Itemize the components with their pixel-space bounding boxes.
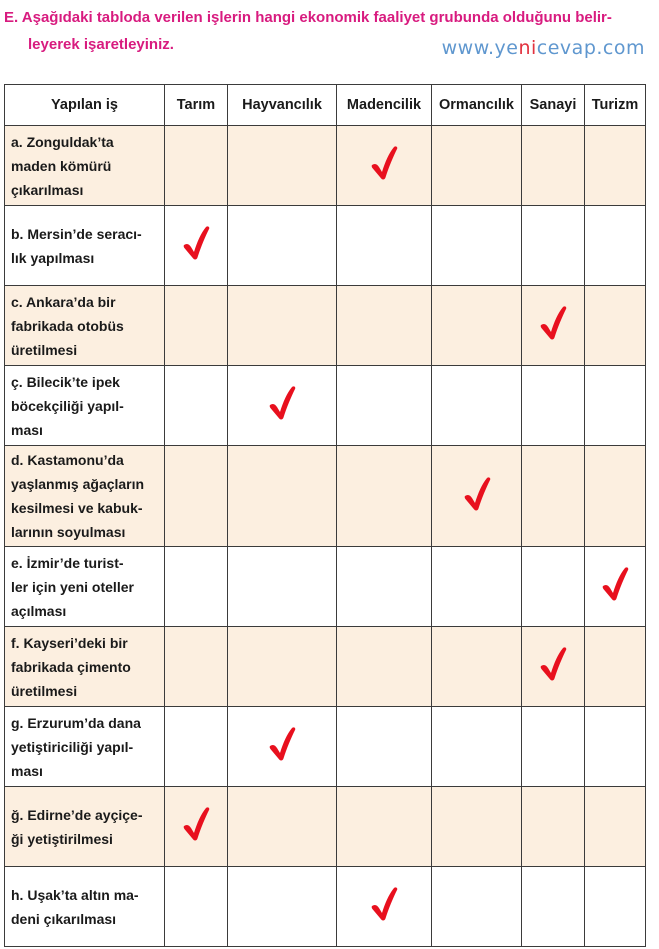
mark-cell (522, 126, 585, 206)
table-row (5, 867, 646, 947)
watermark (442, 37, 645, 59)
task-line: açılması (11, 602, 67, 619)
mark-cell (522, 707, 585, 787)
mark-cell (228, 627, 337, 707)
mark-cell (337, 547, 432, 627)
instruction-line-1: E. Aşağıdaki tabloda verilen işlerin hangi ekonomik faaliyet grubunda olduğunu belir- (4, 9, 612, 26)
mark-cell (585, 707, 646, 787)
watermark-part-3: cevap.com (536, 37, 645, 59)
table-row (5, 446, 646, 547)
mark-cell (522, 286, 585, 366)
checkmark-icon (267, 725, 297, 763)
checkmark-icon (181, 805, 211, 843)
table-row (5, 547, 646, 627)
task-line: d. Kastamonu’da (11, 452, 124, 468)
task-line: fabrikada otobüs (11, 317, 124, 334)
task-line: a. Zonguldak’ta (11, 133, 114, 150)
mark-cell (585, 126, 646, 206)
table-row (5, 206, 646, 286)
instruction-line-2: leyerek işaretleyiniz. (28, 36, 174, 53)
task-line: f. Kayseri’deki bir (11, 634, 128, 651)
mark-cell (228, 867, 337, 947)
mark-cell (165, 366, 228, 446)
mark-cell (165, 206, 228, 286)
task-line: ğ. Edirne’de ayçiçe- (11, 806, 143, 823)
mark-cell (228, 787, 337, 867)
header-sanayi: Sanayi (522, 85, 585, 126)
task-line: fabrikada çimento (11, 658, 131, 675)
task-line: ler için yeni oteller (11, 578, 134, 595)
mark-cell (228, 126, 337, 206)
mark-cell (585, 286, 646, 366)
table-row (5, 627, 646, 707)
mark-cell (432, 366, 522, 446)
activity-table (4, 84, 646, 947)
task-cell (5, 126, 165, 206)
mark-cell (228, 707, 337, 787)
task-line: g. Erzurum’da dana (11, 714, 141, 731)
task-line: yetiştiriciliği yapıl- (11, 738, 134, 755)
task-cell (5, 547, 165, 627)
mark-cell (585, 366, 646, 446)
checkmark-icon (369, 885, 399, 923)
mark-cell (228, 366, 337, 446)
mark-cell (432, 547, 522, 627)
task-cell (5, 446, 165, 547)
task-line: kesilmesi ve kabuk- (11, 500, 143, 516)
task-line: c. Ankara’da bir (11, 293, 116, 310)
task-line: ç. Bilecik’te ipek (11, 373, 120, 390)
task-line: üretilmesi (11, 341, 78, 358)
mark-cell (165, 446, 228, 547)
task-line: üretilmesi (11, 682, 78, 699)
mark-cell (337, 707, 432, 787)
mark-cell (522, 206, 585, 286)
task-cell (5, 286, 165, 366)
task-cell (5, 206, 165, 286)
table-row (5, 787, 646, 867)
mark-cell (585, 787, 646, 867)
mark-cell (432, 446, 522, 547)
task-line: larının soyulması (11, 524, 126, 540)
mark-cell (432, 627, 522, 707)
task-line: e. İzmir’de turist- (11, 554, 124, 571)
watermark-part-1: www.ye (441, 37, 519, 59)
mark-cell (522, 446, 585, 547)
mark-cell (522, 867, 585, 947)
task-cell (5, 867, 165, 947)
mark-cell (165, 627, 228, 707)
checkmark-icon (369, 144, 399, 182)
mark-cell (432, 206, 522, 286)
mark-cell (228, 206, 337, 286)
mark-cell (337, 286, 432, 366)
mark-cell (337, 446, 432, 547)
header-task: Yapılan iş (5, 85, 165, 126)
table-row (5, 126, 646, 206)
header-tarim: Tarım (165, 85, 228, 126)
mark-cell (432, 126, 522, 206)
table-row (5, 366, 646, 446)
task-line: ması (11, 762, 43, 779)
mark-cell (432, 787, 522, 867)
header-hayvancilik: Hayvancılık (228, 85, 337, 126)
mark-cell (522, 787, 585, 867)
mark-cell (165, 286, 228, 366)
task-line: çıkarılması (11, 181, 84, 198)
mark-cell (165, 547, 228, 627)
mark-cell (165, 867, 228, 947)
mark-cell (337, 206, 432, 286)
mark-cell (585, 627, 646, 707)
task-cell (5, 707, 165, 787)
header-madencilik: Madencilik (337, 85, 432, 126)
checkmark-icon (538, 645, 568, 683)
mark-cell (337, 126, 432, 206)
mark-cell (165, 707, 228, 787)
mark-cell (337, 366, 432, 446)
mark-cell (228, 286, 337, 366)
mark-cell (337, 787, 432, 867)
task-line: b. Mersin’de seracı- (11, 225, 142, 242)
mark-cell (585, 867, 646, 947)
task-line: h. Uşak’ta altın ma- (11, 886, 139, 903)
header-turizm: Turizm (585, 85, 646, 126)
mark-cell (522, 547, 585, 627)
table-header-row (5, 85, 646, 126)
task-cell (5, 787, 165, 867)
task-line: ması (11, 421, 43, 438)
checkmark-icon (181, 224, 211, 262)
mark-cell (432, 707, 522, 787)
task-cell (5, 627, 165, 707)
task-line: böcekçiliği yapıl- (11, 397, 124, 414)
task-line: yaşlanmış ağaçların (11, 476, 145, 492)
mark-cell (337, 867, 432, 947)
mark-cell (165, 126, 228, 206)
mark-cell (585, 547, 646, 627)
task-cell (5, 366, 165, 446)
task-line: ği yetiştirilmesi (11, 830, 113, 847)
mark-cell (165, 787, 228, 867)
mark-cell (337, 627, 432, 707)
checkmark-icon (538, 304, 568, 342)
mark-cell (522, 627, 585, 707)
checkmark-icon (462, 475, 492, 513)
task-line: maden kömürü (11, 157, 112, 174)
mark-cell (432, 286, 522, 366)
table-row (5, 286, 646, 366)
mark-cell (228, 446, 337, 547)
watermark-part-2: ni (518, 37, 537, 59)
mark-cell (228, 547, 337, 627)
mark-cell (522, 366, 585, 446)
mark-cell (585, 446, 646, 547)
checkmark-icon (600, 565, 630, 603)
mark-cell (432, 867, 522, 947)
checkmark-icon (267, 384, 297, 422)
header-ormancilik: Ormancılık (432, 85, 522, 126)
table-row (5, 707, 646, 787)
task-line: lık yapılması (11, 249, 95, 266)
mark-cell (585, 206, 646, 286)
task-line: deni çıkarılması (11, 910, 117, 927)
